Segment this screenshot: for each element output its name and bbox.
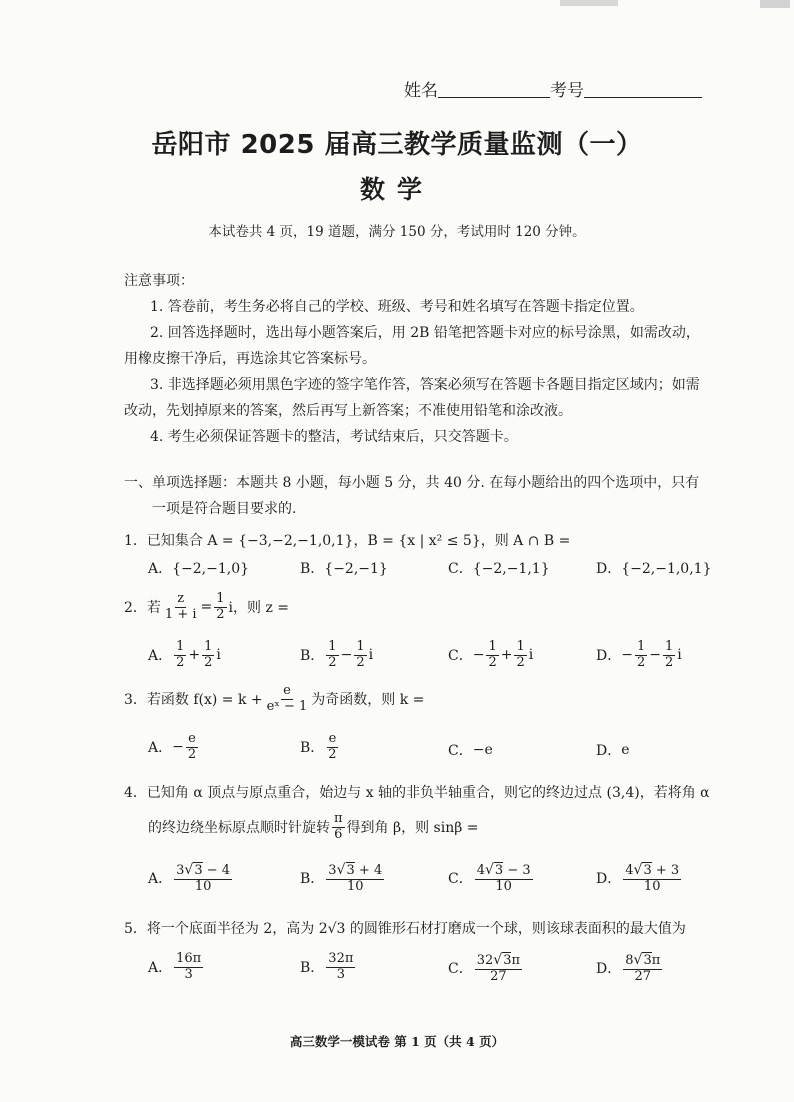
scan-mark	[760, 0, 790, 8]
question-2-stem	[124, 592, 289, 623]
notes-item: 2. 回答选择题时，选出每小题答案后，用 2B 铅笔把答题卡对应的标号涂黑，如需改动，	[150, 325, 700, 341]
q5-option-d: D． $\frac{8√3\pi}{27}$	[596, 952, 661, 984]
notes-item: 1. 答卷前，考生务必将自己的学校、班级、考号和姓名填写在答题卡指定位置。	[150, 299, 644, 315]
q1-option-c: C．{−2,−1,1}	[448, 561, 550, 577]
q1-option-b: B．{−2,−1}	[300, 561, 388, 577]
subject-title: 数学	[359, 175, 434, 204]
q2-option-b: B． $\frac{1}{2}$ − $\frac{1}{2}$ i	[300, 639, 374, 670]
q1-option-a: A．{−2,−1,0}	[148, 561, 250, 577]
q2-option-d: D． − $\frac{1}{2}$ − $\frac{1}{2}$ i	[596, 639, 682, 670]
question-1-stem: 1．已知集合 A = {−3,−2,−1,0,1}，B = {x | x² ≤ 5}，则 A ∩ B =	[124, 533, 571, 549]
q2-fraction: $\frac{1}{2}$	[216, 591, 225, 622]
q2-fraction: $\frac{z}{1 + i}$	[164, 591, 197, 622]
q2-prefix: 2．若	[124, 600, 161, 617]
q2-equals: =	[200, 599, 213, 616]
q2-option-a: A． $\frac{1}{2}$ + $\frac{1}{2}$ i	[148, 639, 221, 670]
notes-heading: 注意事项：	[124, 273, 194, 289]
notes-item: 改动，先划掉原来的答案，然后再写上新答案；不准使用铅笔和涂改液。	[124, 403, 572, 419]
number-label: 考号	[550, 81, 584, 101]
scan-mark	[560, 0, 618, 6]
q2-suffix: i，则 z =	[228, 600, 290, 617]
q4-option-a: A． $\frac{3√3 - 4}{10}$	[148, 862, 231, 894]
page-footer: 高三数学一模试卷 第 1 页（共 4 页）	[289, 1034, 505, 1049]
name-label: 姓名	[404, 81, 438, 101]
q4-option-c: C． $\frac{4√3 - 3}{10}$	[448, 862, 531, 894]
q5-option-a: A． $\frac{16\pi}{3}$	[148, 951, 202, 982]
q5-option-c: C． $\frac{32√3\pi}{27}$	[448, 952, 521, 984]
notes-item: 4. 考生必须保证答题卡的整洁，考试结束后，只交答题卡。	[150, 429, 518, 445]
q2-option-c: C． − $\frac{1}{2}$ + $\frac{1}{2}$ i	[448, 639, 534, 670]
question-4-stem-cont: 的终边绕坐标原点顺时针旋转 $\frac{\pi}{6}$ 得到角 β，则 sinβ =	[148, 811, 479, 842]
exam-title: 岳阳市 2025 届高三教学质量监测（一）	[151, 130, 643, 160]
q3-option-c: C． −e	[448, 742, 493, 759]
q3-option-b: B． $\frac{e}{2}$	[300, 731, 337, 762]
q4-option-b: B． $\frac{3√3 + 4}{10}$	[300, 862, 383, 894]
exam-info: 本试卷共 4 页，19 道题，满分 150 分，考试用时 120 分钟。	[208, 224, 586, 240]
question-5-stem: 5．将一个底面半径为 2，高为 2√3 的圆锥形石材打磨成一个球，则该球表面积的最大值为	[124, 921, 686, 937]
q5-option-b: B． $\frac{32\pi}{3}$	[300, 951, 354, 982]
q1-option-d: D．{−2,−1,0,1}	[596, 561, 712, 577]
notes-item: 3. 非选择题必须用黑色字迹的签字笔作答，答案必须写在答题卡各题目指定区域内；如需	[150, 377, 700, 393]
section-heading: 一、单项选择题：本题共 8 小题，每小题 5 分，共 40 分. 在每小题给出的四个选项中，只有	[124, 475, 700, 491]
q3-option-d: D． e	[596, 742, 630, 759]
name-field[interactable]	[438, 83, 550, 98]
question-4-stem: 4．已知角 α 顶点与原点重合，始边与 x 轴的非负半轴重合，则它的终边过点 (3,4)，若将角 α	[124, 785, 710, 801]
notes-item: 用橡皮擦干净后，再选涂其它答案标号。	[124, 351, 376, 367]
question-3-stem: 3．若函数 f(x) = k + $\frac{e}{\text{eˣ − 1}}$ 为奇函数，则 k =	[124, 683, 425, 714]
student-id-line	[404, 76, 702, 101]
q3-option-a: A． − $\frac{e}{2}$	[148, 731, 197, 762]
q4-option-d: D． $\frac{4√3 + 3}{10}$	[596, 862, 680, 894]
number-field[interactable]	[584, 83, 702, 98]
section-heading-cont: 一项是符合题目要求的.	[152, 501, 297, 517]
